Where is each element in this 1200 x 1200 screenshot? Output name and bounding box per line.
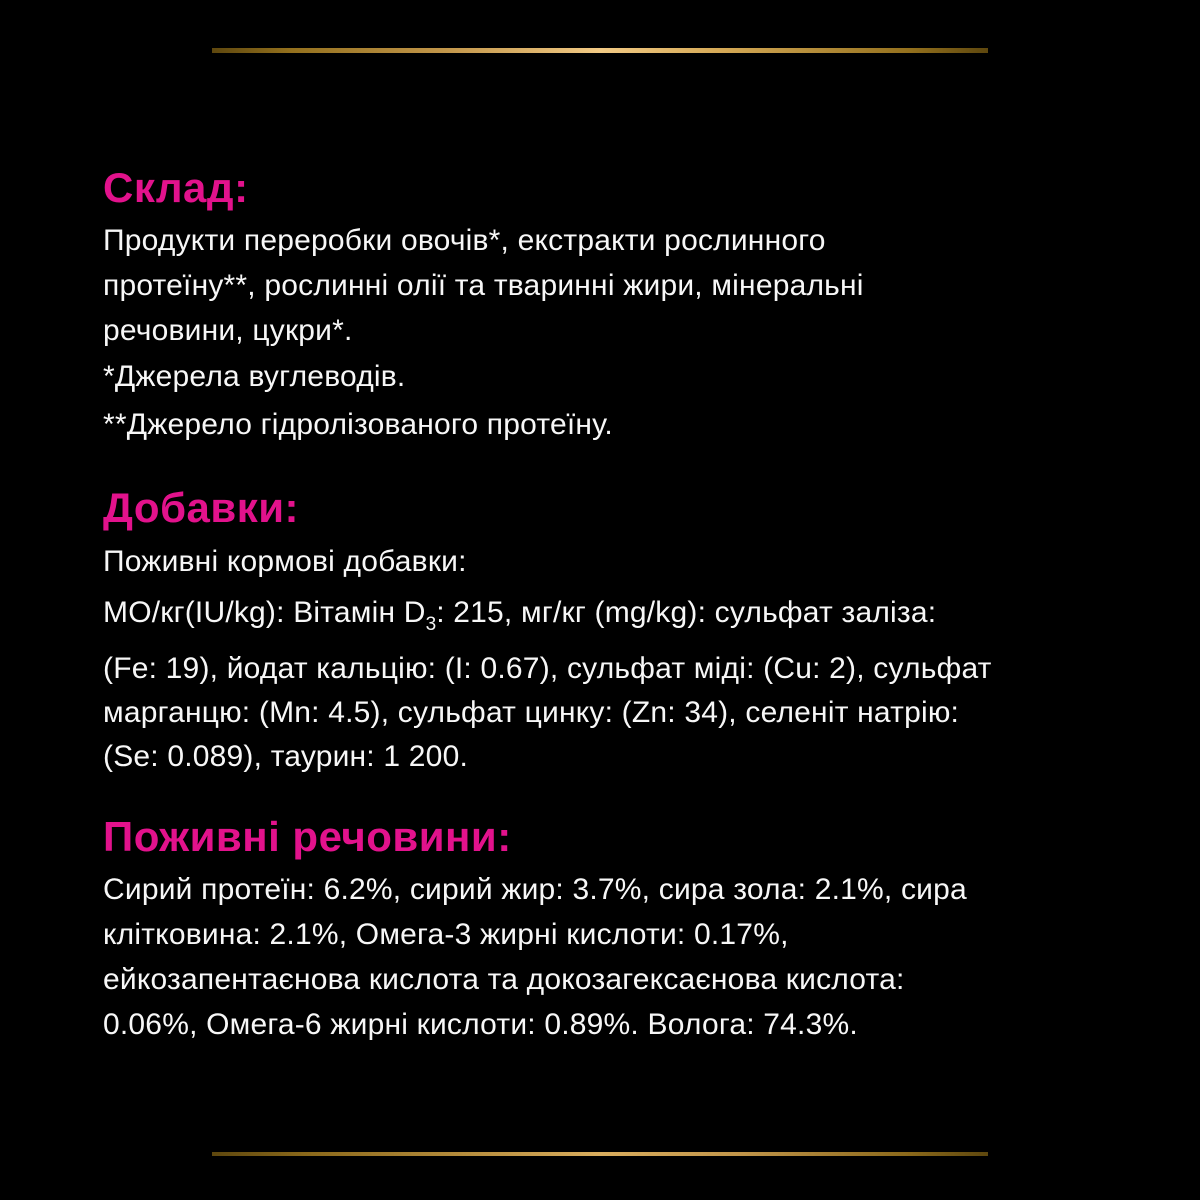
nutrients-line: ейкозапентаєнова кислота та докозагексаєнова кислота: [103,963,905,996]
composition-heading: Склад: [103,164,249,211]
vitamin-line-prefix: МО/кг(IU/kg): Вітамін D [103,596,426,629]
additives-paragraph [103,591,1117,779]
bottom-gold-divider [212,1152,988,1156]
label-text-block [103,0,1117,1047]
composition-footnotes [103,353,1117,449]
additives-line: (Se: 0.089), таурин: 1 200. [103,740,468,773]
vitamin-d3-subscript: 3 [425,614,437,635]
composition-line: протеїну**, рослинні олії та тваринні жири, мінеральні [103,269,864,302]
additives-line: (Fe: 19), йодат кальцію: (I: 0.67), сульфат міді: (Cu: 2), сульфат [103,652,992,685]
composition-line: Продукти переробки овочів*, екстракти рослинного [103,224,826,257]
additives-vitamin-line [103,591,1117,647]
composition-line: речовини, цукри*. [103,314,353,347]
composition-paragraph [103,218,1117,353]
section-composition [103,166,1117,449]
additives-intro: Поживні кормові добавки: [103,545,467,578]
footnote-hydrolyzed-protein: **Джерело гідролізованого протеїну. [103,408,613,441]
nutrients-line: Сирий протеїн: 6.2%, сирий жир: 3.7%, сира зола: 2.1%, сира [103,873,967,906]
nutrients-line: клітковина: 2.1%, Омега-3 жирні кислоти: 0.17%, [103,918,789,951]
nutrients-heading: Поживні речовини: [103,813,512,860]
section-additives [103,486,1117,779]
section-nutrients [103,815,1117,1047]
additives-line: марганцю: (Mn: 4.5), сульфат цинку: (Zn: 34), селеніт натрію: [103,696,960,729]
nutrients-paragraph [103,867,1117,1047]
additives-heading: Добавки: [103,484,300,531]
vitamin-line-suffix: : 215, мг/кг (mg/kg): сульфат заліза: [436,596,937,629]
footnote-carbohydrates: *Джерела вуглеводів. [103,360,406,393]
nutrients-line: 0.06%, Омега-6 жирні кислоти: 0.89%. Волога: 74.3%. [103,1008,858,1041]
